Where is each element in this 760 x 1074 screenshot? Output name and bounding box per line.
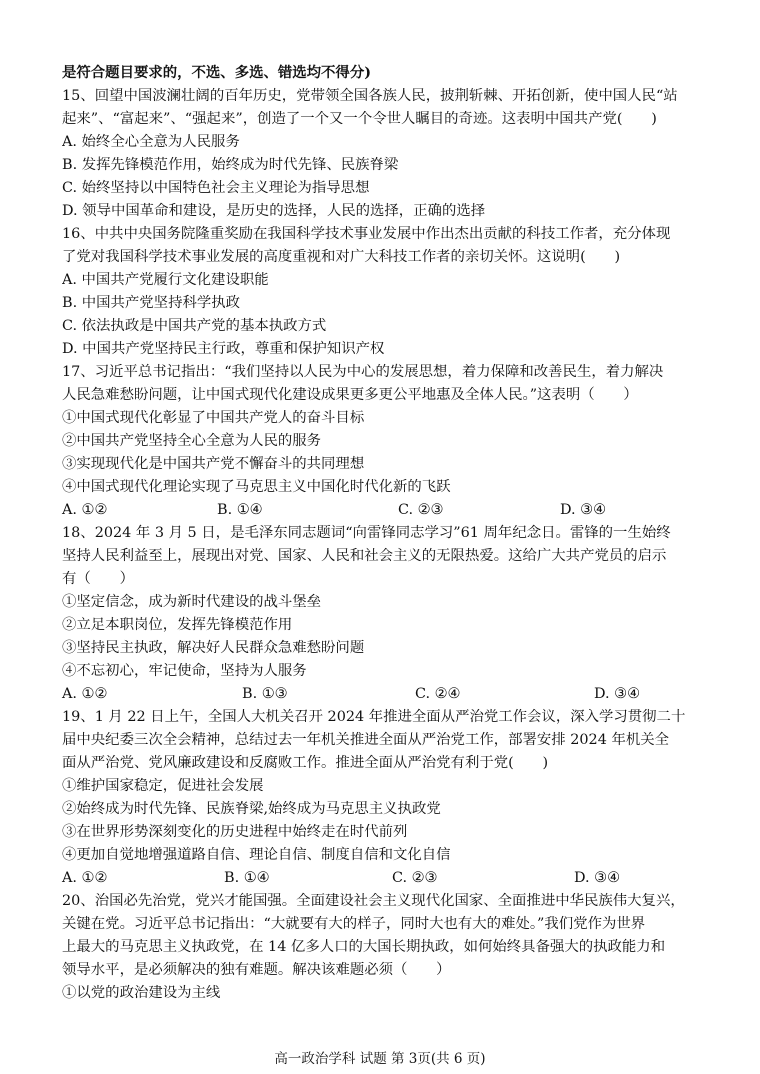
option-c: C. ②③ — [392, 870, 438, 886]
choice-c: C. 依法执政是中国共产党的基本执政方式 — [62, 318, 327, 334]
statement-1: ①坚定信念，成为新时代建设的战斗堡垒 — [62, 594, 322, 610]
option-b: B. ①③ — [242, 686, 288, 702]
question-stem-line: 了党对我国科学技术事业发展的高度重视和对广大科技工作者的亲切关怀。这说明( ) — [62, 249, 621, 265]
question-stem-line: 16、中共中央国务院隆重奖励在我国科学技术事业发展中作出杰出贡献的科技工作者，充分体现 — [62, 226, 671, 242]
choice-a: A. 始终全心全意为人民服务 — [62, 134, 240, 150]
question-stem-line: 坚持人民利益至上，展现出对党、国家、人民和社会主义的无限热爱。这给广大共产党员的启示 — [62, 548, 667, 564]
option-a: A. ①② — [62, 870, 108, 886]
option-c: C. ②④ — [415, 686, 461, 702]
statement-2: ②立足本职岗位，发挥先锋模范作用 — [62, 617, 293, 633]
question-stem-line: 届中央纪委三次全会精神，总结过去一年机关推进全面从严治党工作，部署安排 2024 年机关全 — [62, 732, 670, 748]
option-d: D. ③④ — [574, 870, 620, 886]
page-footer: 高一政治学科 试题 第 3页(共 6 页) — [274, 1051, 486, 1067]
question-stem-line: 20、治国必先治党，党兴才能国强。全面建设社会主义现代化国家、全面推进中华民族伟大复兴， — [62, 893, 685, 909]
question-stem-line: 面从严治党、党风廉政建设和反腐败工作。推进全面从严治党有利于党( ) — [62, 755, 549, 771]
statement-4: ④中国式现代化理论实现了马克思主义中国化时代化新的飞跃 — [62, 479, 451, 495]
answer-options — [62, 867, 712, 890]
question-stem-line: 人民急难愁盼问题，让中国式现代化建设成果更多更公平地惠及全体人民。”这表明（ ） — [62, 387, 638, 403]
question-stem-line: 领导水平，是必须解决的独有难题。解决该难题必须（ ） — [62, 962, 451, 978]
choice-d: D. 领导中国革命和建设，是历史的选择，人民的选择，正确的选择 — [62, 203, 486, 219]
question-stem-line: 19、1 月 22 日上午，全国人大机关召开 2024 年推进全面从严治党工作会议，深入学习贯彻二十 — [62, 709, 686, 725]
option-b: B. ①④ — [224, 870, 270, 886]
statement-3: ③坚持民主执政，解决好人民群众急难愁盼问题 — [62, 640, 365, 656]
question-stem-line: 起来”、“富起来”、“强起来”，创造了一个又一个令世人瞩目的奇迹。这表明中国共产党( ) — [62, 111, 657, 127]
question-stem-line: 17、习近平总书记指出：“我们坚持以人民为中心的发展思想，着力保障和改善民生，着力解决 — [62, 364, 664, 380]
choice-b: B. 中国共产党坚持科学执政 — [62, 295, 241, 311]
statement-2: ②中国共产党坚持全心全意为人民的服务 — [62, 433, 322, 449]
statement-1: ①以党的政治建设为主线 — [62, 985, 221, 1001]
question-stem-line: 15、回望中国波澜壮阔的百年历史，党带领全国各族人民，披荆斩棘、开拓创新，使中国人民“站 — [62, 88, 678, 104]
statement-3: ③在世界形势深刻变化的历史进程中始终走在时代前列 — [62, 824, 408, 840]
statement-4: ④更加自觉地增强道路自信、理论自信、制度自信和文化自信 — [62, 847, 451, 863]
question-stem-line: 18、2024 年 3 月 5 日，是毛泽东同志题词“向雷锋同志学习”61 周年纪念日。雷锋的一生始终 — [62, 525, 671, 541]
choice-a: A. 中国共产党履行文化建设职能 — [62, 272, 269, 288]
statement-1: ①中国式现代化彰显了中国共产党人的奋斗目标 — [62, 410, 365, 426]
choice-b: B. 发挥先锋模范作用，始终成为时代先锋、民族脊梁 — [62, 157, 399, 173]
statement-3: ③实现现代化是中国共产党不懈奋斗的共同理想 — [62, 456, 365, 472]
option-d: D. ③④ — [560, 502, 606, 518]
option-d: D. ③④ — [594, 686, 640, 702]
question-stem-line: 有（ ） — [62, 571, 134, 587]
option-a: A. ①② — [62, 502, 108, 518]
statement-1: ①维护国家稳定，促进社会发展 — [62, 778, 264, 794]
choice-c: C. 始终坚持以中国特色社会主义理论为指导思想 — [62, 180, 370, 196]
choice-d: D. 中国共产党坚持民主行政，尊重和保护知识产权 — [62, 341, 385, 357]
option-b: B. ①④ — [217, 502, 263, 518]
option-c: C. ②③ — [398, 502, 444, 518]
answer-options — [62, 683, 712, 706]
statement-4: ④不忘初心，牢记使命，坚持为人服务 — [62, 663, 307, 679]
option-a: A. ①② — [62, 686, 108, 702]
question-stem-line: 关键在党。习近平总书记指出：“大就要有大的样子，同时大也有大的难处。”我们党作为世界 — [62, 916, 646, 932]
statement-2: ②始终成为时代先锋、民族脊梁,始终成为马克思主义执政党 — [62, 801, 441, 817]
answer-options — [62, 499, 712, 522]
question-stem-line: 上最大的马克思主义执政党，在 14 亿多人口的大国长期执政，如何始终具备强大的执政能力和 — [62, 939, 666, 955]
instruction-note: 是符合题目要求的，不选、多选、错选均不得分) — [62, 64, 372, 81]
